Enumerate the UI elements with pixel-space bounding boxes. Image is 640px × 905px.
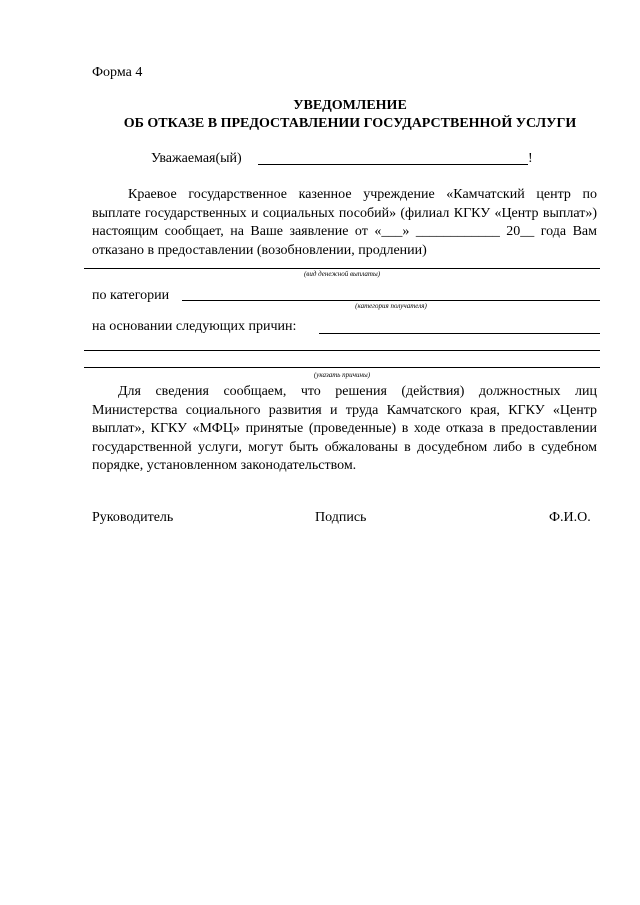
refusal-paragraph: Краевое государственное казенное учреждение «Камчатский центр по выплате государственных и социальных пособий» (филиал КГКУ «Центр выплат») настоящим сообщает, на Ваше заявление от «___» ____________ 20__ года Вам отказано в предоставлении (возобновлении, продлении) [92, 187, 597, 258]
form-label: Форма 4 [92, 65, 143, 80]
reasons-caption: (указать причины) [313, 371, 371, 379]
payment-type-field[interactable] [84, 268, 600, 269]
reasons-field-line-2[interactable] [84, 350, 600, 351]
full-name-label: Ф.И.О. [549, 510, 591, 525]
reasons-label: на основании следующих причин: [92, 319, 297, 334]
payment-type-caption: (вид денежной выплаты) [303, 270, 381, 278]
reasons-field-line-3[interactable] [84, 367, 600, 368]
recipient-category-caption: (категория получателя) [355, 302, 427, 310]
category-label: по категории [92, 288, 170, 303]
appeal-paragraph: Для сведения сообщаем, что решения (действия) должностных лиц Министерства социального развития и труда Камчатского края, КГКУ «Центр выплат», КГКУ «МФЦ» принятые (проведенные) в ходе отказа в предоставлении государственной услуги, могут быть обжалованы в досудебном либо в судебном порядке, установленном законодательством. [92, 384, 597, 473]
document-subtitle: ОБ ОТКАЗЕ В ПРЕДОСТАВЛЕНИИ ГОСУДАРСТВЕННОЙ УСЛУГИ [123, 116, 577, 131]
document-title: УВЕДОМЛЕНИЕ [293, 98, 407, 113]
greeting-exclamation: ! [528, 151, 533, 166]
head-signature-label: Руководитель [92, 510, 174, 525]
greeting-label: Уважаемая(ый) [151, 151, 242, 166]
reasons-field-line-1[interactable] [319, 333, 600, 334]
signature-label: Подпись [315, 510, 367, 525]
recipient-name-field[interactable] [258, 164, 528, 165]
recipient-category-field[interactable] [182, 300, 600, 301]
